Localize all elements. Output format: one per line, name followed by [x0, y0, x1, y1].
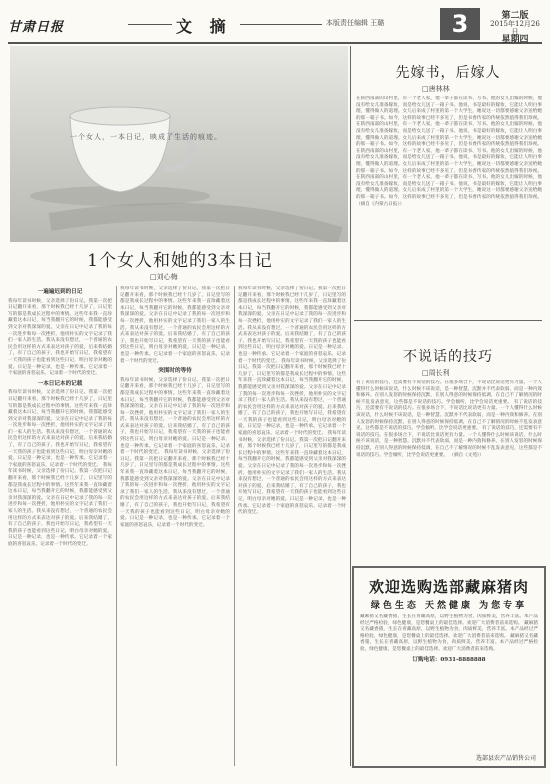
ad-text-1: 藏麻猪又名藏香猪，生长在青藏高原，以野生植物为食，肉质鲜美，营养丰富。本产品经过严格检验，绿色健康，是您餐桌上的最佳选择。欢迎广大消费者前来选购。: [360, 614, 538, 626]
edition-info: [488, 12, 542, 44]
section-rule-right: [240, 24, 322, 25]
section-rule-left: [128, 24, 172, 25]
ad-text-3: 藏麻猪又名藏香猪，生长在青藏高原，以野生植物为食，肉质鲜美，营养丰富。本产品经过严格检验，绿色健康，是您餐桌上的最佳选择。欢迎广大消费者前来选购。: [360, 633, 538, 652]
cup-photo: [10, 46, 348, 242]
article-diary-text-3: 我每年读书时候，父亲选择了份日记。我第一次把日记翻开来看，那个时候我已经十几岁了，日记里写的都是我成长过程中的事情。这些年来我一直珍藏着这本日记，每当我翻开它的时候，我都能感受到父亲对我深深的爱。父亲在日记中记录了我的每一次进步和每一次挫折，他用朴实的文字记录了我们一家人的生活。我从来没有想过，一个普通的农民会用这样的方式来表达对孩子的爱。后来我结婚了，有了自己的孩子，我也开始写日记，我希望有一天我的孩子也能看到这些日记，明白母亲对她的爱。日记是一种记录，也是一种传承。它记录着一个家庭的喜怒哀乐，记录着一个时代的变迁。: [8, 462, 112, 547]
ad-footer: 选部县农产品销售公司: [475, 755, 536, 762]
article-diary-text-5: 我每年读书时候，父亲选择了份日记。我第一次把日记翻开来看，那个时候我已经十几岁了，日记里写的都是我成长过程中的事情。这些年来我一直珍藏着这本日记，每当我翻开它的时候，我都能感受到父亲对我深深的爱。父亲在日记中记录了我的每一次进步和每一次挫折，他用朴实的文字记录了我们一家人的生活。我从来没有想过，一个普通的农民会用这样的方式来表达对孩子的爱。后来我结婚了，有了自己的孩子，我也开始写日记，我希望有一天我的孩子也能看到这些日记，明白母亲对她的爱。日记是一种记录，也是一种传承。它记录着一个家庭的喜怒哀乐，记录着一个时代的变迁。: [120, 377, 230, 456]
teacup-illustration: [10, 46, 348, 242]
page-number-badge: 3: [440, 8, 480, 40]
pork-advertisement: [352, 566, 546, 768]
article-diary-text-6: 我每年读书时候，父亲选择了份日记。我第一次把日记翻开来看，那个时候我已经十几岁了，日记里写的都是我成长过程中的事情。这些年来我一直珍藏着这本日记，每当我翻开它的时候，我都能感受到父亲对我深深的爱。父亲在日记中记录了我的每一次进步和每一次挫折，他用朴实的文字记录了我们一家人的生活。我从来没有想过，一个普通的农民会用这样的方式来表达对孩子的爱。后来我结婚了，有了自己的孩子，我也开始写日记，我希望有一天我的孩子也能看到这些日记，明白母亲对她的爱。日记是一种记录，也是一种传承。它记录着一个家庭的喜怒哀乐，记录着一个时代的变迁。: [120, 450, 230, 528]
article-marry-body: [356, 96, 542, 314]
ad-title: 欢迎选购选部藏麻猪肉: [368, 578, 529, 596]
article-diary-text-9: 我每年读书时候，父亲选择了份日记。我第一次把日记翻开来看，那个时候我已经十几岁了，日记里写的都是我成长过程中的事情。这些年来我一直珍藏着这本日记，每当我翻开它的时候，我都能感受到父亲对我深深的爱。父亲在日记中记录了我的每一次进步和每一次挫折，他用朴实的文字记录了我们一家人的生活。我从来没有想过，一个普通的农民会用这样的方式来表达对孩子的爱。后来我结婚了，有了自己的孩子，我也开始写日记，我希望有一天我的孩子也能看到这些日记，明白母亲对她的爱。日记是一种记录，也是一种传承。它记录着一个家庭的喜怒哀乐，记录着一个时代的变迁。: [238, 431, 346, 516]
ad-slogan: 绿色生态 天然健康 为您专享: [370, 601, 528, 611]
article-diary-column-3: [238, 286, 346, 766]
article-diary-text-4: 我每年读书时候，父亲选择了份日记。我第一次把日记翻开来看，那个时候我已经十几岁了，日记里写的都是我成长过程中的事情。这些年来我一直珍藏着这本日记，每当我翻开它的时候，我都能感受到父亲对我深深的爱。父亲在日记中记录了我的每一次进步和每一次挫折，他用朴实的文字记录了我们一家人的生活。我从来没有想过，一个普通的农民会用这样的方式来表达对孩子的爱。后来我结婚了，有了自己的孩子，我也开始写日记，我希望有一天我的孩子也能看到这些日记，明白母亲对她的爱。日记是一种记录，也是一种传承。它记录着一个家庭的喜怒哀乐，记录着一个时代的变迁。: [120, 286, 230, 364]
article-title-diary: 1个女人和她的3本日记: [87, 251, 273, 271]
photo-caption: 一个女人，一本日记，映成了生活的痕迹。: [70, 133, 222, 141]
article-title-silence: 不说话的技巧: [403, 349, 493, 365]
article-marry-text-1: 在陕西南部的山村里，有一个老人家，他一辈子都在读书、写书。他的女儿出嫁的时候，他没有给女儿准备嫁妆，而是给女儿送了一箱子书。他说，书是最好的嫁妆，它能让人明白事理，懂得做人的道理。女儿后来成了村里的第一个大学生，她说这一切都要感谢父亲送给她的那一箱子书。如今，这样的故事已经不多见了，但是书香传家的传统依然值得我们珍视。: [356, 96, 542, 121]
masthead: [8, 6, 542, 44]
article-marry-source: （摘自《内蒙古日报》）: [356, 201, 405, 207]
article-author-diary: □刘心梅: [150, 273, 178, 281]
column-divider: [234, 286, 235, 766]
article-marry-text-3: 在陕西南部的山村里，有一个老人家，他一辈子都在读书、写书。他的女儿出嫁的时候，他没有给女儿准备嫁妆，而是给女儿送了一箱子书。他说，书是最好的嫁妆，它能让人明白事理，懂得做人的道理。女儿后来成了村里的第一个大学生，她说这一切都要感谢父亲送给她的那一箱子书。如今，这样的故事已经不多见了，但是书香传家的传统依然值得我们珍视。: [356, 148, 542, 174]
ad-body: [360, 614, 538, 754]
column-divider: [116, 286, 117, 766]
article-diary-subhead-2: 一本日记本的记载: [37, 380, 83, 387]
edition-label: 第二版: [501, 11, 529, 21]
article-diary-text-2: 我每年读书时候，父亲选择了份日记。我第一次把日记翻开来看，那个时候我已经十几岁了，日记里写的都是我成长过程中的事情。这些年来我一直珍藏着这本日记，每当我翻开它的时候，我都能感受到父亲对我深深的爱。父亲在日记中记录了我的每一次进步和每一次挫折，他用朴实的文字记录了我们一家人的生活。我从来没有想过，一个普通的农民会用这样的方式来表达对孩子的爱。后来我结婚了，有了自己的孩子，我也开始写日记，我希望有一天我的孩子也能看到这些日记，明白母亲对她的爱。日记是一种记录，也是一种传承。它记录着一个家庭的喜怒哀乐，记录着一个时代的变迁。: [8, 390, 112, 468]
article-silence-body: [356, 380, 542, 560]
main-column-divider: [350, 46, 351, 766]
article-author-marry: □唐林林: [422, 85, 450, 93]
article-diary-text-7: 我每年读书时候，父亲选择了份日记。我第一次把日记翻开来看，那个时候我已经十几岁了，日记里写的都是我成长过程中的事情。这些年来我一直珍藏着这本日记，每当我翻开它的时候，我都能感受到父亲对我深深的爱。父亲在日记中记录了我的每一次进步和每一次挫折，他用朴实的文字记录了我们一家人的生活。我从来没有想过，一个普通的农民会用这样的方式来表达对孩子的爱。后来我结婚了，有了自己的孩子，我也开始写日记，我希望有一天我的孩子也能看到这些日记，明白母亲对她的爱。日记是一种记录，也是一种传承。它记录着一个家庭的喜怒哀乐，记录着一个时代的变迁。: [238, 286, 346, 364]
article-silence-text-1: 有了说话的技巧，还需要有不说话的技巧。在很多场合下，不说话比说话更有力量。一个人懂得什么时候该说话，什么时候不该说话，是一种智慧。沉默并不代表软弱，而是一种内敛和修养。在别人发怒的时候保持沉默，在别人得意的时候保持低调，在自己不了解情况的时候不乱发表意见，这些都是不说话的技巧。学会倾听，比学会说话更重要。: [356, 380, 542, 405]
issue-weekday: 星期四: [501, 35, 529, 45]
issue-date: 2015年12月26日: [490, 20, 540, 36]
article-diary-subhead-1: 一遍遍迟到的日记: [37, 289, 83, 295]
ad-contact: 订购电话：0931-8888888: [412, 656, 486, 663]
article-diary-subhead-3: 突围时的等待: [158, 368, 192, 375]
editor-credit: 本版责任编辑 王璐: [326, 19, 385, 27]
article-diary-text-1: 我每年读书时候，父亲选择了份日记。我第一次把日记翻开来看，那个时候我已经十几岁了，日记里写的都是我成长过程中的事情。这些年来我一直珍藏着这本日记，每当我翻开它的时候，我都能感受到父亲对我深深的爱。父亲在日记中记录了我的每一次进步和每一次挫折，他用朴实的文字记录了我们一家人的生活。我从来没有想过，一个普通的农民会用这样的方式来表达对孩子的爱。后来我结婚了，有了自己的孩子，我也开始写日记，我希望有一天我的孩子也能看到这些日记，明白母亲对她的爱。日记是一种记录，也是一种传承。它记录着一个家庭的喜怒哀乐，记录着一个时代的变迁。: [8, 298, 112, 377]
article-silence-source: （摘自《文苑》）: [449, 452, 484, 458]
section-title: 文 摘: [176, 17, 232, 36]
newspaper-logo: 甘肃日报: [8, 20, 65, 35]
ad-text-2: 藏麻猪又名藏香猪，生长在青藏高原，以野生植物为食，肉质鲜美，营养丰富。本产品经过严格检验，绿色健康，是您餐桌上的最佳选择。欢迎广大消费者前来选购。: [360, 620, 538, 639]
article-diary-column-2: [120, 286, 230, 766]
article-marry-text-2: 在陕西南部的山村里，有一个老人家，他一辈子都在读书、写书。他的女儿出嫁的时候，他没有给女儿准备嫁妆，而是给女儿送了一箱子书。他说，书是最好的嫁妆，它能让人明白事理，懂得做人的道理。女儿后来成了村里的第一个大学生，她说这一切都要感谢父亲送给她的那一箱子书。如今，这样的故事已经不多见了，但是书香传家的传统依然值得我们珍视。: [356, 122, 542, 148]
article-title-marry: 先嫁书，后嫁人: [395, 65, 501, 81]
section-divider: [354, 320, 542, 321]
article-diary-column-1: [8, 286, 112, 766]
article-marry-text-4: 在陕西南部的山村里，有一个老人家，他一辈子都在读书、写书。他的女儿出嫁的时候，他没有给女儿准备嫁妆，而是给女儿送了一箱子书。他说，书是最好的嫁妆，它能让人明白事理，懂得做人的道理。女儿后来成了村里的第一个大学生，她说这一切都要感谢父亲送给她的那一箱子书。如今，这样的故事已经不多见了，但是书香传家的传统依然值得我们珍视。: [356, 175, 542, 200]
article-diary-text-8: 我每年读书时候，父亲选择了份日记。我第一次把日记翻开来看，那个时候我已经十几岁了，日记里写的都是我成长过程中的事情。这些年来我一直珍藏着这本日记，每当我翻开它的时候，我都能感受到父亲对我深深的爱。父亲在日记中记录了我的每一次进步和每一次挫折，他用朴实的文字记录了我们一家人的生活。我从来没有想过，一个普通的农民会用这样的方式来表达对孩子的爱。后来我结婚了，有了自己的孩子，我也开始写日记，我希望有一天我的孩子也能看到这些日记，明白母亲对她的爱。日记是一种记录，也是一种传承。它记录着一个家庭的喜怒哀乐，记录着一个时代的变迁。: [238, 358, 346, 437]
article-silence-text-2: 有了说话的技巧，还需要有不说话的技巧。在很多场合下，不说话比说话更有力量。一个人懂得什么时候该说话，什么时候不该说话，是一种智慧。沉默并不代表软弱，而是一种内敛和修养。在别人发怒的时候保持沉默，在别人得意的时候保持低调，在自己不了解情况的时候不乱发表意见，这些都是不说话的技巧。学会倾听，比学会说话更重要。: [356, 399, 542, 432]
article-silence-text-3: 有了说话的技巧，还需要有不说话的技巧。在很多场合下，不说话比说话更有力量。一个人懂得什么时候该说话，什么时候不该说话，是一种智慧。沉默并不代表软弱，而是一种内敛和修养。在别人发怒的时候保持沉默，在别人得意的时候保持低调，在自己不了解情况的时候不乱发表意见，这些都是不说话的技巧。学会倾听，比学会说话更重要。: [356, 426, 542, 458]
article-author-silence: □周长利: [422, 369, 450, 377]
